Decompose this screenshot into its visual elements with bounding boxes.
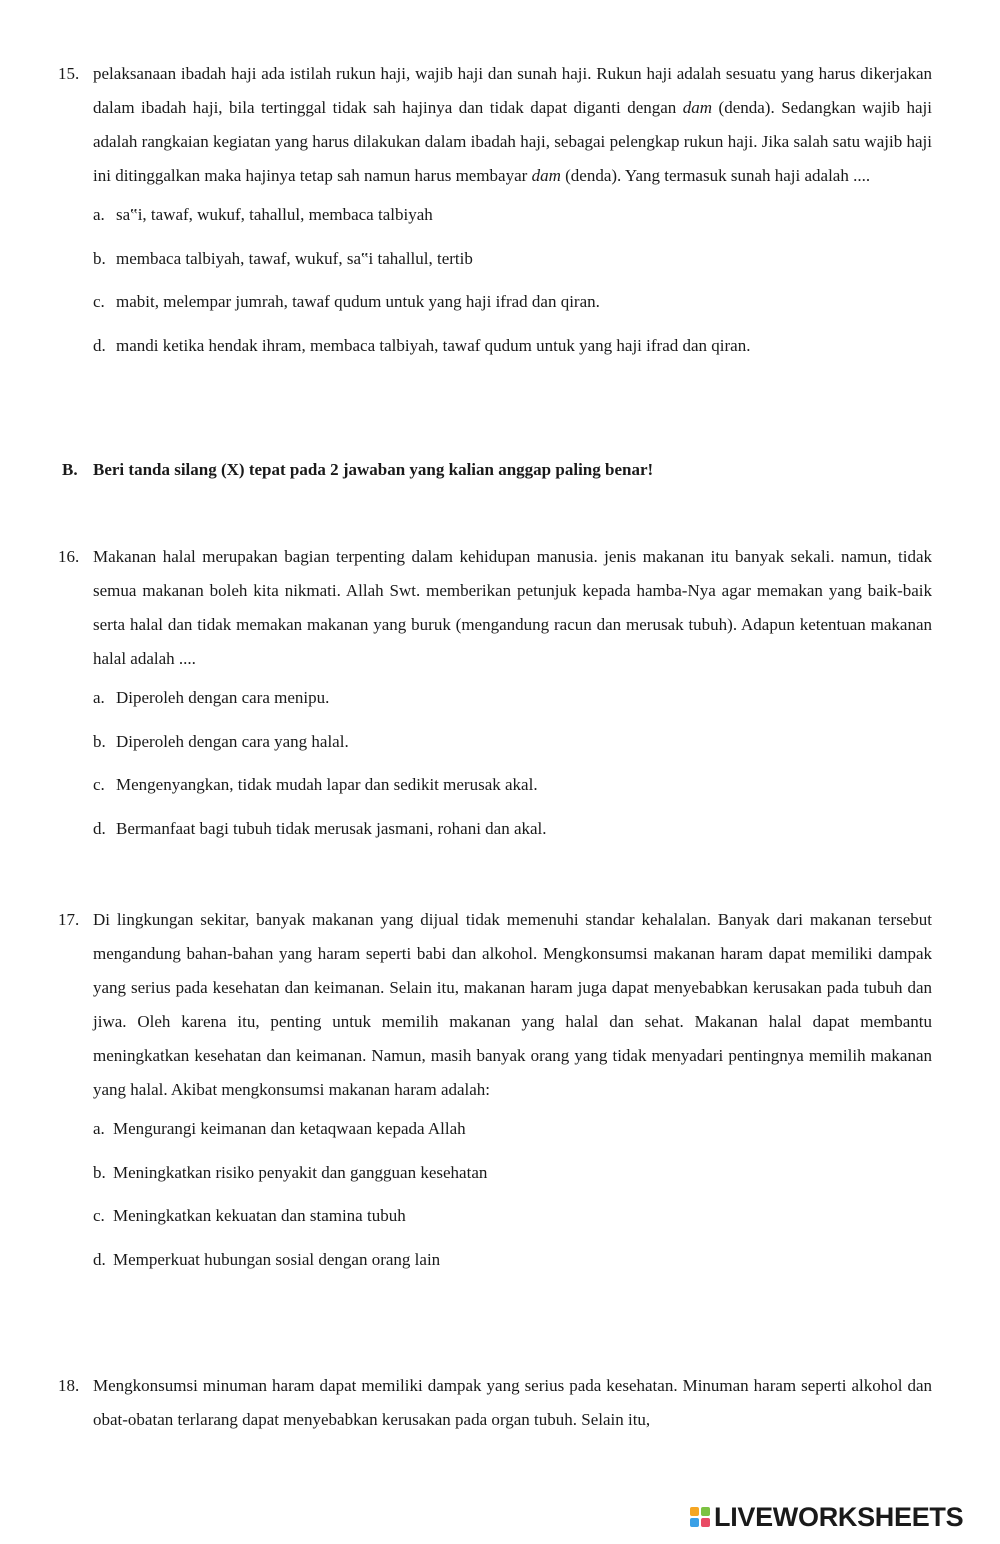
option-list xyxy=(93,1117,932,1272)
term-dam: dam xyxy=(531,166,561,185)
option-a[interactable]: a. Mengurangi keimanan dan ketaqwaan kepada Allah xyxy=(93,1119,466,1138)
option-d[interactable]: d. mandi ketika hendak ihram, membaca talbiyah, tawaf qudum untuk yang haji ifrad dan qiran. xyxy=(93,335,751,355)
question-15 xyxy=(58,57,932,358)
question-text: pelaksanaan ibadah haji ada istilah rukun haji, wajib haji dan sunah haji. Rukun haji adalah sesuatu yang harus dikerjakan dalam ibadah haji, bila tertinggal tidak sah hajinya dan tidak dapat diganti dengan dam (denda). Sedangkan wajib haji adalah rangkaian kegiatan yang harus dilakukan dalam ibadah haji, sebagai pelengkap rukun haji. Jika salah satu wajib haji ini ditinggalkan maka hajinya tetap sah namun harus membayar dam (denda). Yang termasuk sunah haji adalah .... xyxy=(93,64,933,185)
option-a[interactable]: a. Diperoleh dengan cara menipu. xyxy=(93,688,330,707)
logo-wordmark: LIVEWORKSHEETS xyxy=(714,1501,964,1532)
question-number: 18. xyxy=(58,1376,80,1395)
logo-square xyxy=(690,1518,699,1527)
section-instruction-text: Beri tanda silang (X) tepat pada 2 jawaban yang kalian anggap paling benar! xyxy=(93,460,654,479)
option-c[interactable]: c. Mengenyangkan, tidak mudah lapar dan sedikit merusak akal. xyxy=(93,775,538,794)
liveworksheets-logo xyxy=(690,1502,963,1532)
question-number: 17. xyxy=(58,910,80,929)
option-list xyxy=(93,686,932,841)
option-list xyxy=(93,203,932,358)
question-number: 15. xyxy=(58,64,80,83)
term-dam: dam xyxy=(682,98,713,117)
logo-square xyxy=(701,1518,710,1527)
question-text: Di lingkungan sekitar, banyak makanan yang dijual tidak memenuhi standar kehalalan. Banyak dari makanan tersebut mengandung bahan-bahan yang haram seperti babi dan alkohol. Mengkonsumsi makanan haram dapat memiliki dampak yang serius pada kesehatan dan keimanan. Selain itu, makanan haram juga dapat menyebabkan kerusakan pada tubuh dan jiwa. Oleh karena itu, penting untuk memilih makanan yang halal dan sehat. Makanan halal dapat membantu meningkatkan kesehatan dan keimanan. Namun, masih banyak orang yang tidak menyadari pentingnya memilih makanan yang halal. Akibat mengkonsumsi makanan haram adalah: xyxy=(93,910,932,1099)
option-d[interactable]: d. Bermanfaat bagi tubuh tidak merusak jasmani, rohani dan akal. xyxy=(93,818,547,838)
question-text: Mengkonsumsi minuman haram dapat memiliki dampak yang serius pada kesehatan. Minuman haram seperti alkohol dan obat-obatan terlarang dapat menyebabkan kerusakan pada organ tubuh. Selain itu, xyxy=(93,1376,932,1429)
option-b[interactable]: b. Diperoleh dengan cara yang halal. xyxy=(93,731,349,751)
section-label: B. xyxy=(62,460,78,479)
question-number: 16. xyxy=(58,547,80,566)
option-b[interactable]: b. Meningkatkan risiko penyakit dan gangguan kesehatan xyxy=(93,1162,488,1182)
question-text: Makanan halal merupakan bagian terpenting dalam kehidupan manusia. jenis makanan itu banyak sekali. namun, tidak semua makanan boleh kita nikmati. Allah Swt. memberikan petunjuk kepada hamba-Nya agar memakan yang baik-baik serta halal dan tidak memakan makanan yang buruk (mengandung racun dan merusak tubuh). Adapun ketentuan makanan halal adalah .... xyxy=(93,547,932,668)
option-d[interactable]: d. Memperkuat hubungan sosial dengan orang lain xyxy=(93,1249,441,1269)
question-18 xyxy=(58,1369,932,1437)
logo-square xyxy=(690,1507,699,1516)
option-c[interactable]: c. mabit, melempar jumrah, tawaf qudum untuk yang haji ifrad dan qiran. xyxy=(93,292,600,311)
option-a[interactable]: a. sa‟i, tawaf, wukuf, tahallul, membaca talbiyah xyxy=(93,205,433,224)
option-c[interactable]: c. Meningkatkan kekuatan dan stamina tubuh xyxy=(93,1206,406,1225)
question-17 xyxy=(58,903,932,1272)
logo-square xyxy=(701,1507,710,1516)
option-b[interactable]: b. membaca talbiyah, tawaf, wukuf, sa‟i tahallul, tertib xyxy=(93,248,473,268)
question-16 xyxy=(58,540,932,841)
section-b-instruction xyxy=(62,457,653,483)
liveworksheets-logo-icon xyxy=(690,1507,710,1527)
